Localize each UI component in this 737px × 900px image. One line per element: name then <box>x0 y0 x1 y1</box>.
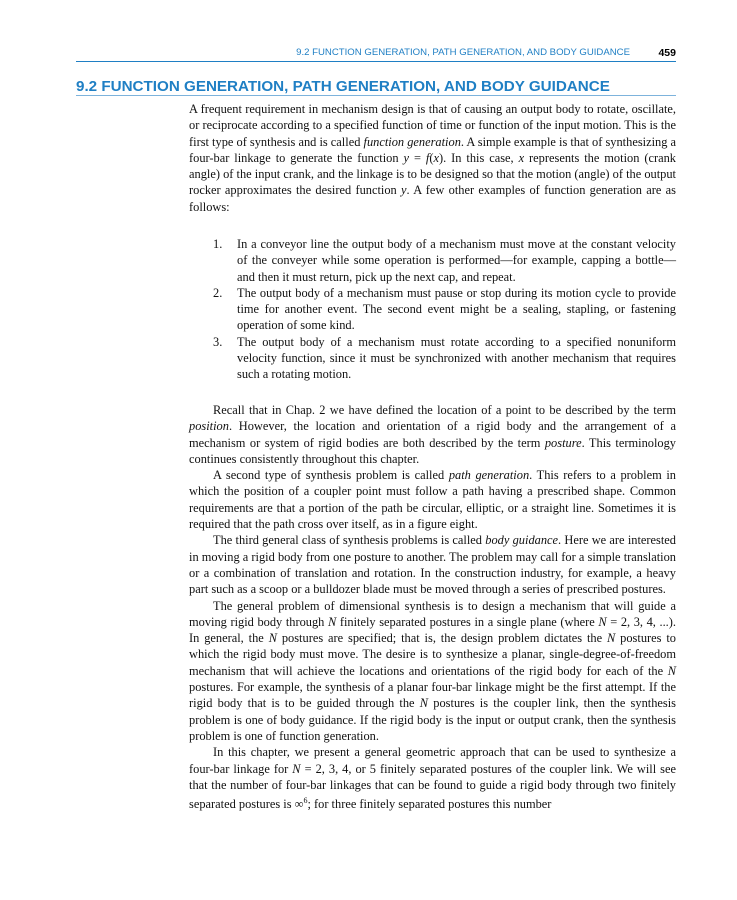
emphasis-term: N <box>667 663 676 678</box>
emphasis-term: x <box>518 150 525 165</box>
emphasis-term: N <box>292 761 301 776</box>
emphasis-term: N <box>598 614 607 629</box>
intro-section <box>189 101 676 215</box>
list-number: 1. <box>213 237 223 251</box>
emphasis-term: body guidance <box>485 533 559 548</box>
body-text <box>189 402 676 813</box>
page-number: 459 <box>658 47 676 59</box>
body-paragraph: Recall that in Chap. 2 we have defined the location of a point to be described by the term position. However, the location and orientation of a rigid body and the arrangement of a mechanism or system of rigid bodies are both described by the term posture. This terminology continues consistently throughout this chapter. <box>189 403 677 466</box>
body-paragraph: In this chapter, we present a general geometric approach that can be used to synthesize a four-bar linkage for N = 2, 3, 4, or 5 finitely separated postures of the coupler link. We will see that the number of four-bar linkages that can be found to guide a rigid body through two finitely separated postures is ∞$^6$; for three finitely separated postures this number <box>189 745 676 812</box>
emphasis-term: f <box>425 150 430 165</box>
emphasis-term: N <box>607 631 616 646</box>
list-item <box>213 236 676 285</box>
emphasis-term: y <box>401 183 407 198</box>
list-text: The output body of a mechanism must rotate according to a specified nonuniform velocity function, since it must be synchronized with another mechanism that requires such a rotating motion. <box>237 334 676 382</box>
list-item <box>213 334 676 383</box>
list-number: 2. <box>213 285 223 300</box>
examples-list <box>213 236 676 383</box>
superscript: 6 <box>303 796 308 806</box>
section-title: 9.2 FUNCTION GENERATION, PATH GENERATION, AND BODY GUIDANCE <box>76 78 610 95</box>
list-text: In a conveyor line the output body of a mechanism must move at the constant velocity of the conveyer while some operation is performed—for example, capping a bottle—and then it must return, pick up the next cap, and repeat. <box>237 237 676 284</box>
emphasis-term: path generation <box>448 468 530 483</box>
body-paragraph: The third general class of synthesis problems is called body guidance. Here we are interested in moving a rigid body from one posture to another. The problem may call for a simple translation or a combination of translation and rotation. In the construction industry, for example, a heavy part such as a scoop or a bulldozer blade must be moved through a series of prescribed postures. <box>189 533 676 597</box>
emphasis-term: N <box>268 631 277 646</box>
emphasis-term: position <box>189 419 229 434</box>
intro-paragraph: A frequent requirement in mechanism design is that of causing an output body to rotate, oscillate, or reciprocate according to a specified function of time or function of the input motion. This is the first type of synthesis and is called function generation. A simple example is that of synthesizing a four-bar linkage to generate the function y = f(x). In this case, x represents the motion (crank angle) of the input crank, and the linkage is to be designed so that the motion (angle) of the output rocker approximates the desired function y. A few other examples of function generation are as follows: <box>189 102 677 214</box>
list-number: 3. <box>213 334 223 349</box>
running-header <box>76 47 676 62</box>
emphasis-term: posture <box>544 435 582 450</box>
emphasis-term: function generation <box>363 134 461 149</box>
list-item <box>213 285 676 334</box>
section-rule <box>76 95 676 96</box>
list-text: The output body of a mechanism must pause or stop during its motion cycle to provide time for another event. The second event might be a sealing, stapling, or fastening operation of some kind. <box>237 285 676 333</box>
emphasis-term: N <box>327 614 337 629</box>
body-paragraph: The general problem of dimensional synthesis is to design a mechanism that will guide a moving rigid body through N finitely separated postures in a single plane (where N = 2, 3, 4, ...). In general, the N postures are specified; that is, the design problem dictates the N postures to which the rigid body must move. The desire is to synthesize a planar, single-degree-of-freedom mechanism that will achieve the locations and orientations of the rigid body for each of the N postures. For example, the synthesis of a planar four-bar linkage might be the first attempt. If the rigid body that is to be guided through the N postures is the coupler link, then the synthesis problem is one of body guidance. If the rigid body is the input or output crank, then the synthesis problem is one of function generation. <box>189 598 676 743</box>
body-paragraph: A second type of synthesis problem is called path generation. This refers to a problem in which the position of a coupler point must follow a path having a prescribed shape. Common requirements are that a portion of the path be circular, elliptic, or a straight line. Sometimes it is required that the path cross over itself, as in a figure eight. <box>189 468 676 532</box>
emphasis-term: y <box>403 150 409 165</box>
emphasis-term: N <box>419 696 429 711</box>
running-title: 9.2 FUNCTION GENERATION, PATH GENERATION, AND BODY GUIDANCE <box>296 47 630 58</box>
emphasis-term: x <box>433 150 439 165</box>
